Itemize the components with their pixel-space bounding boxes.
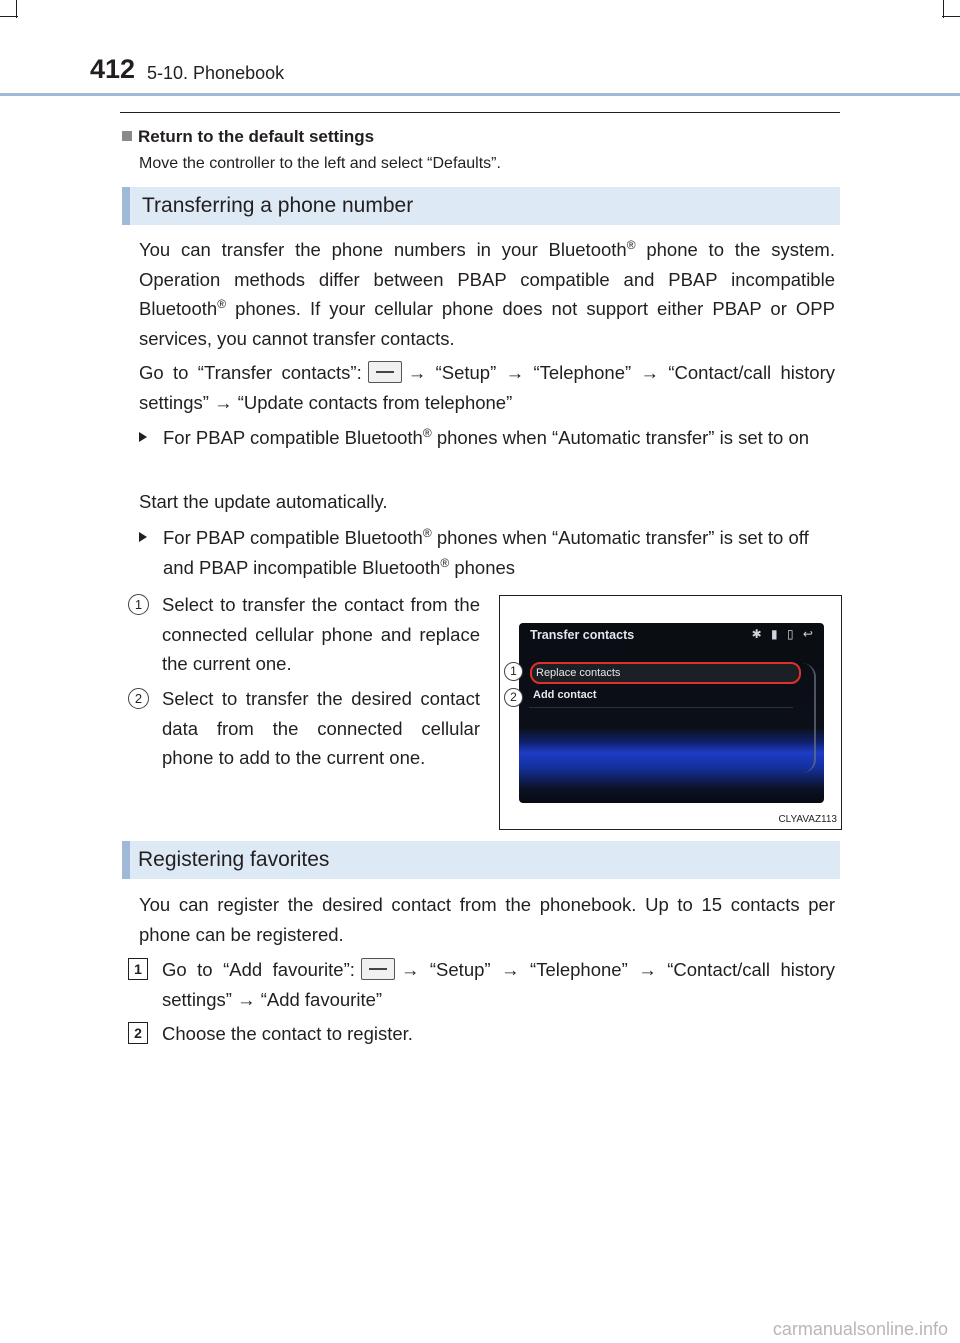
header-rule [0,93,960,96]
figure-code: CLYAVAZ113 [778,814,837,825]
list-divider [529,707,793,708]
scroll-arc [802,663,816,773]
replace-contacts-item: Replace contacts [530,662,801,684]
status-icons: ✱ ▮ ▯ ↩ [751,627,816,641]
triangle-bullet-icon [139,432,147,442]
step-1: 1 Go to “Add favourite”: → “Setup” → “Telephone” → “Contact/call history settings” → “Add favourite” [128,955,835,1014]
callout-number: 1 [128,594,149,615]
step-number: 2 [128,1022,148,1044]
section-bar-transfer [122,187,840,225]
page-number: 412 [90,54,136,84]
figure-callout-2: 2 [504,688,523,707]
transfer-goto: Go to “Transfer contacts”: → “Setup” → “Telephone” → “Contact/call history settings” → “Update contacts from telephone” [139,362,836,413]
defaults-text: Move the controller to the left and select “Defaults”. [139,155,501,172]
section-divider [120,112,840,113]
step-number: 1 [128,958,148,980]
bullet-auto-on: For PBAP compatible Bluetooth® phones when “Automatic transfer” is set to on [139,423,835,453]
favorites-intro: You can register the desired contact from the phonebook. Up to 15 contacts per phone can be registered. [139,894,835,945]
figure-callout-1: 1 [504,662,523,681]
crop-mark-top-right [942,16,960,17]
callout-2: 2 Select to transfer the desired contact data from the connected cellular phone to add to the current one. [128,684,480,773]
display-screen [519,623,824,803]
add-contact-item: Add contact [533,689,597,701]
section-bar-favorites [122,841,840,879]
menu-button-icon [361,958,395,980]
defaults-heading: Return to the default settings [122,127,374,147]
auto-update-text: Start the update automatically. [139,491,388,512]
menu-button-icon [368,361,402,383]
chapter-title: 5-10. Phonebook [147,63,285,83]
section-accent [122,841,130,879]
crop-mark-top-left [0,16,18,17]
callout-number: 2 [128,688,149,709]
screen-title: Transfer contacts [530,628,635,642]
bullet-auto-off: For PBAP compatible Bluetooth® phones when “Automatic transfer” is set to off and PBAP incompatible Bluetooth® phones [139,523,835,582]
transfer-intro: You can transfer the phone numbers in your Bluetooth® phone to the system. Operation methods differ between PBAP compatible and PBAP incompatible Bluetooth® phones. If your cellular phone does not support either PBAP or OPP services, you cannot transfer contacts. [139,237,835,349]
transfer-contacts-screenshot [499,595,842,830]
square-bullet-icon [122,131,132,141]
section-title: Registering favorites [138,848,330,871]
section-title: Transferring a phone number [142,194,414,217]
triangle-bullet-icon [139,532,147,542]
section-accent [122,187,130,225]
step-2: 2 Choose the contact to register. [128,1019,835,1049]
callout-1: 1 Select to transfer the contact from the connected cellular phone and replace the current one. [128,590,480,679]
watermark: carmanualsonline.info [772,1319,948,1339]
